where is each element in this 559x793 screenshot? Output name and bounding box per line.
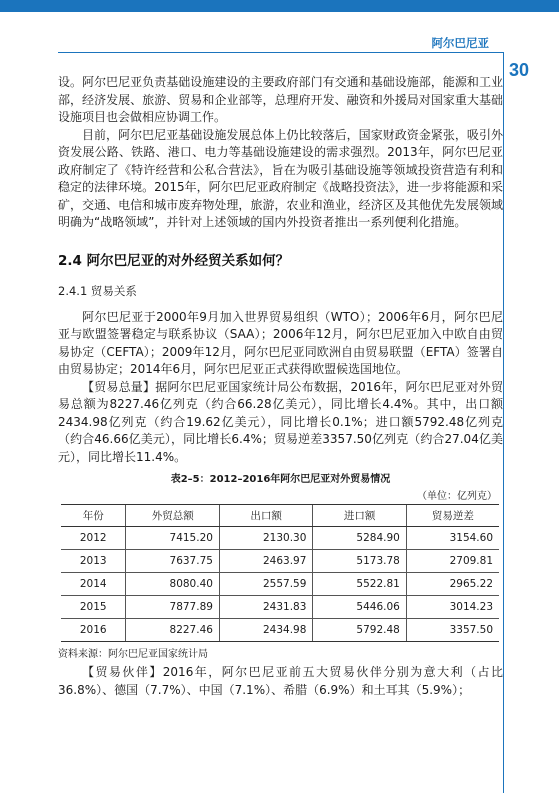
cell-year: 2013 xyxy=(61,550,126,573)
page-content xyxy=(58,74,503,699)
cell-import: 5522.81 xyxy=(313,573,406,596)
side-rule xyxy=(503,52,504,793)
cell-export: 2130.30 xyxy=(219,527,312,550)
paragraph-infrastructure-status: 目前，阿尔巴尼亚基础设施发展总体上仍比较落后，国家财政资金紧张，吸引外资发展公路、铁路、港口、电力等基础设施建设的需求强烈。2013年，阿尔巴尼亚政府制定了《特许经营和公私合营法》，旨在为吸引基础设施等领域投资营造有利和稳定的法律环境。2015年，阿尔巴尼亚政府制定《战略投资法》，进一步将能源和采矿，交通、电信和城市废弃物处理，旅游，农业和渔业，经济区及其他优先发展领域明确为“战略领域”，并针对上述领域的国内外投资者推出一系列便利化措施。 xyxy=(58,127,503,229)
section-heading: 2.4 阿尔巴尼亚的对外经贸关系如何？ xyxy=(58,252,290,269)
paragraph-infrastructure-departments: 设。阿尔巴尼亚负责基础设施建设的主要政府部门有交通和基础设施部，能源和工业部，经济发展、旅游、贸易和企业部等，总理府开发、融资和外援局对国家重大基础设施项目也会做相应协调工作。 xyxy=(58,75,503,124)
cell-import: 5446.06 xyxy=(313,596,406,619)
subsection-heading: 2.4.1 贸易关系 xyxy=(58,283,137,298)
cell-total: 8080.40 xyxy=(126,573,219,596)
cell-export: 2557.59 xyxy=(219,573,312,596)
running-header-country: 阿尔巴尼亚 xyxy=(431,38,489,50)
cell-total: 7877.89 xyxy=(126,596,219,619)
table-row xyxy=(61,573,499,596)
table-row xyxy=(61,550,499,573)
table-row xyxy=(61,619,499,642)
cell-total: 7415.20 xyxy=(126,527,219,550)
cell-year: 2012 xyxy=(61,527,126,550)
table-title: 表2–5：2012–2016年阿尔巴尼亚对外贸易情况 xyxy=(170,474,391,485)
paragraph-trade-agreements: 阿尔巴尼亚于2000年9月加入世界贸易组织（WTO）；2006年6月，阿尔巴尼亚与欧盟签署稳定与联系协议（SAA）；2006年12月，阿尔巴尼亚加入中欧自由贸易协定（CEFTA）；2009年12月，阿尔巴尼亚同欧洲自由贸易联盟（EFTA）签署自由贸易协定；2014年6月，阿尔巴尼亚正式获得欧盟候选国地位。 xyxy=(58,309,503,376)
header-total: 外贸总额 xyxy=(126,505,219,527)
header-year: 年份 xyxy=(61,505,126,527)
table-row xyxy=(61,596,499,619)
cell-import: 5284.90 xyxy=(313,527,406,550)
paragraph-trade-partners: 【贸易伙伴】2016年，阿尔巴尼亚前五大贸易伙伴分别为意大利（占比36.8%）、德国（7.7%）、中国（7.1%）、希腊（6.9%）和土耳其（5.9%）； xyxy=(58,665,503,697)
cell-year: 2016 xyxy=(61,619,126,642)
cell-deficit: 3154.60 xyxy=(406,527,499,550)
trade-table xyxy=(61,504,499,642)
cell-import: 5173.78 xyxy=(313,550,406,573)
header-deficit: 贸易逆差 xyxy=(406,505,499,527)
cell-export: 2463.97 xyxy=(219,550,312,573)
page-number: 30 xyxy=(509,60,530,80)
table-source: 资料来源：阿尔巴尼亚国家统计局 xyxy=(58,649,208,660)
cell-import: 5792.48 xyxy=(313,619,406,642)
header-export: 出口额 xyxy=(219,505,312,527)
table-unit: （单位：亿列克） xyxy=(417,491,497,502)
cell-deficit: 2709.81 xyxy=(406,550,499,573)
cell-export: 2434.98 xyxy=(219,619,312,642)
cell-year: 2014 xyxy=(61,573,126,596)
header-rule xyxy=(58,52,503,53)
cell-total: 8227.46 xyxy=(126,619,219,642)
top-color-bar xyxy=(0,0,559,12)
header-import: 进口额 xyxy=(313,505,406,527)
cell-year: 2015 xyxy=(61,596,126,619)
table-header-row xyxy=(61,505,499,527)
cell-deficit: 3357.50 xyxy=(406,619,499,642)
paragraph-trade-volume: 【贸易总量】据阿尔巴尼亚国家统计局公布数据，2016年，阿尔巴尼亚对外贸易总额为8227.46亿列克（约合66.28亿美元），同比增长4.4%。其中，出口额2434.98亿列克（约合19.62亿美元），同比增长0.1%；进口额5792.48亿列克（约合46.66亿美元），同比增长6.4%；贸易逆差3357.50亿列克（约合27.04亿美元），同比增长11.4%。 xyxy=(58,379,503,464)
table-row xyxy=(61,527,499,550)
cell-deficit: 3014.23 xyxy=(406,596,499,619)
cell-total: 7637.75 xyxy=(126,550,219,573)
cell-export: 2431.83 xyxy=(219,596,312,619)
cell-deficit: 2965.22 xyxy=(406,573,499,596)
